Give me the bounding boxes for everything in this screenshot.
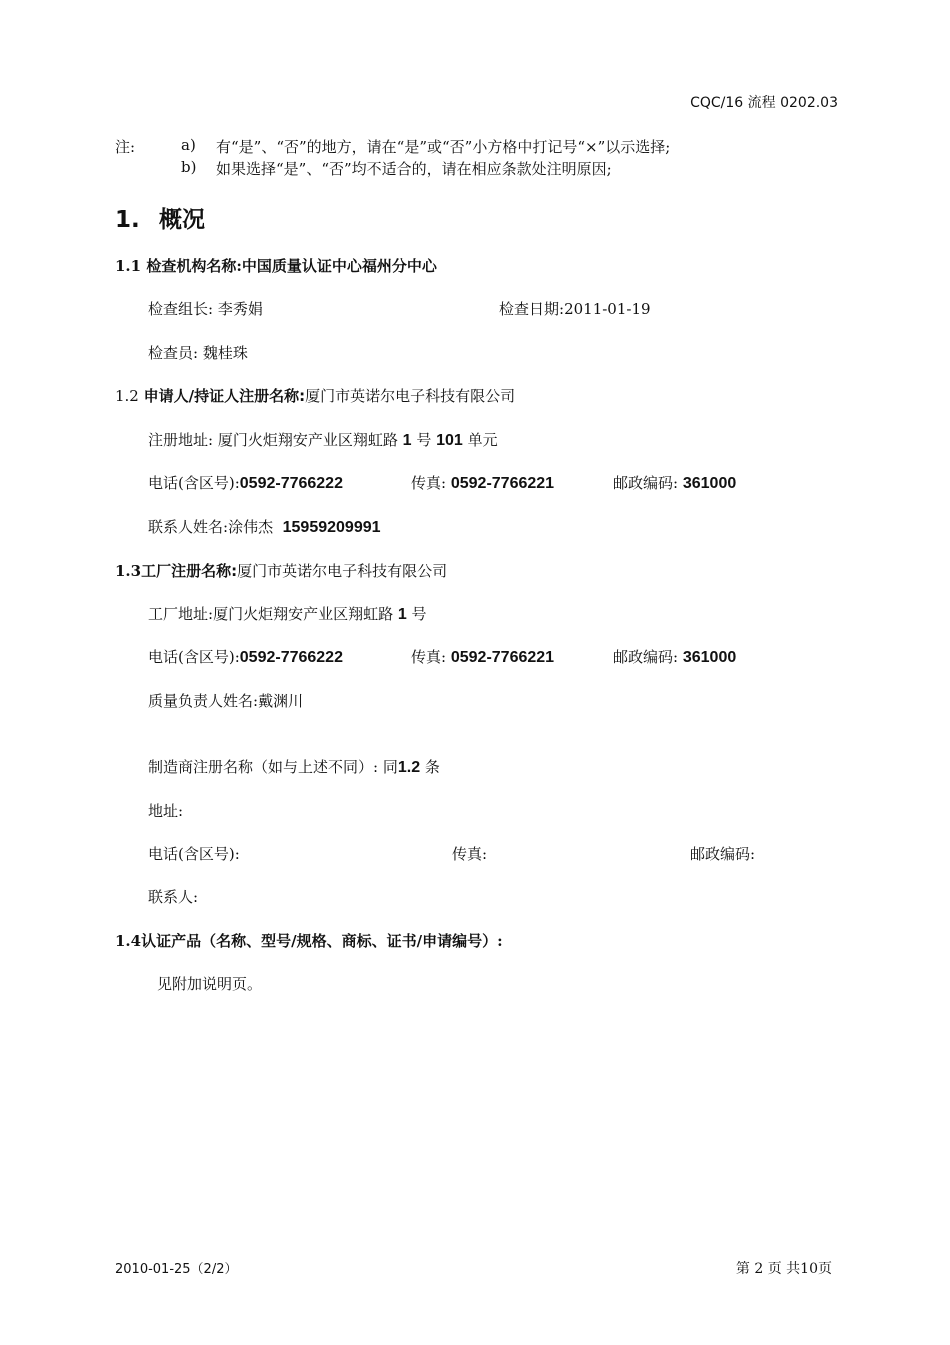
factory-fax-value: 0592-7766221 bbox=[450, 649, 555, 666]
factory-address-street: 厦门火炬翔安产业区翔虹路 bbox=[213, 605, 394, 623]
applicant-fax-row bbox=[411, 472, 554, 493]
note-b-text: 如果选择“是”、“否”均不适合的，请在相应条款处注明原因; bbox=[216, 160, 612, 178]
factory-address-hao: 号 bbox=[411, 605, 427, 623]
applicant-contact-label: 联系人姓名: bbox=[148, 518, 229, 536]
applicant-zip-row bbox=[613, 472, 736, 493]
inspection-org-value: 中国质量认证中心福州分中心 bbox=[241, 257, 437, 275]
inspection-org-label: 检查机构名称: bbox=[146, 257, 242, 275]
section-1-title: 概况 bbox=[159, 207, 205, 233]
inspection-date-label: 检查日期: bbox=[499, 300, 565, 318]
section-1-3-heading bbox=[115, 560, 447, 581]
certified-products-value: 见附加说明页。 bbox=[157, 975, 263, 993]
section-1-3-number: 1.3 bbox=[115, 562, 142, 580]
manufacturer-fax-label: 传真: bbox=[452, 845, 488, 863]
quality-manager-row bbox=[148, 690, 303, 711]
applicant-name-value: 厦门市英诺尔电子科技有限公司 bbox=[305, 387, 516, 405]
team-leader-row bbox=[148, 298, 263, 319]
manufacturer-address-label: 地址: bbox=[148, 802, 184, 820]
section-1-4-number: 1.4 bbox=[115, 932, 142, 950]
quality-manager-label: 质量负责人姓名: bbox=[148, 692, 259, 710]
manufacturer-contact-label: 联系人: bbox=[148, 888, 199, 906]
factory-address-label: 工厂地址: bbox=[148, 605, 214, 623]
note-b-marker: b) bbox=[181, 158, 197, 176]
section-1-number: 1. bbox=[115, 207, 140, 233]
applicant-address-number: 1 bbox=[402, 432, 412, 449]
factory-name-label: 工厂注册名称: bbox=[141, 562, 238, 580]
factory-fax-label: 传真: bbox=[411, 648, 447, 666]
factory-tel-row bbox=[148, 646, 343, 667]
section-1-1-number: 1.1 bbox=[115, 257, 142, 275]
manufacturer-name-ref: 1.2 bbox=[397, 759, 421, 776]
page-number: 第 2 页 共10页 bbox=[735, 1261, 832, 1277]
footer-date: 2010-01-25（2/2） bbox=[115, 1262, 238, 1277]
manufacturer-name-clause: 条 bbox=[424, 758, 440, 776]
factory-zip-row bbox=[613, 646, 736, 667]
factory-zip-label: 邮政编码: bbox=[613, 648, 679, 666]
section-1-2-heading bbox=[115, 385, 515, 406]
certified-products-label: 认证产品（名称、型号/规格、商标、证书/申请编号）: bbox=[141, 932, 503, 950]
applicant-address-street: 厦门火炬翔安产业区翔虹路 bbox=[217, 431, 398, 449]
section-1-1-heading bbox=[115, 255, 437, 276]
factory-tel-value: 0592-7766222 bbox=[239, 649, 343, 666]
applicant-tel-row bbox=[148, 472, 343, 493]
manufacturer-tel-label: 电话(含区号): bbox=[148, 845, 240, 863]
applicant-contact-row bbox=[148, 516, 381, 537]
factory-fax-row bbox=[411, 646, 554, 667]
factory-address-row bbox=[148, 603, 427, 624]
inspector-value: 魏桂珠 bbox=[202, 344, 248, 362]
notes-label: 注: bbox=[115, 138, 136, 156]
applicant-tel-label: 电话(含区号): bbox=[148, 474, 240, 492]
applicant-tel-value: 0592-7766222 bbox=[239, 475, 343, 492]
inspection-date-row bbox=[499, 298, 651, 319]
applicant-contact-phone: 15959209991 bbox=[282, 519, 381, 536]
team-leader-label: 检查组长: bbox=[148, 300, 214, 318]
document-code: CQC/16 流程 0202.03 bbox=[690, 95, 838, 111]
factory-address-number: 1 bbox=[397, 606, 407, 623]
factory-name-value: 厦门市英诺尔电子科技有限公司 bbox=[237, 562, 448, 580]
inspector-label: 检查员: bbox=[148, 344, 199, 362]
factory-zip-value: 361000 bbox=[682, 649, 737, 666]
inspection-date-value: 2011-01-19 bbox=[564, 300, 651, 318]
section-1-4-heading bbox=[115, 930, 503, 951]
applicant-address-label: 注册地址: bbox=[148, 431, 214, 449]
manufacturer-zip-label: 邮政编码: bbox=[690, 845, 756, 863]
note-a-marker: a) bbox=[181, 136, 196, 154]
applicant-address-row bbox=[148, 429, 498, 450]
applicant-contact-name: 涂伟杰 bbox=[228, 518, 274, 536]
applicant-zip-label: 邮政编码: bbox=[613, 474, 679, 492]
team-leader-value: 李秀娟 bbox=[217, 300, 263, 318]
applicant-address-unit: 单元 bbox=[467, 431, 498, 449]
inspector-row bbox=[148, 342, 248, 363]
section-1-2-number: 1.2 bbox=[115, 387, 139, 405]
applicant-zip-value: 361000 bbox=[682, 475, 737, 492]
manufacturer-name-same: 同 bbox=[382, 758, 398, 776]
applicant-fax-label: 传真: bbox=[411, 474, 447, 492]
factory-tel-label: 电话(含区号): bbox=[148, 648, 240, 666]
manufacturer-name-label: 制造商注册名称（如与上述不同）: bbox=[148, 758, 379, 776]
applicant-address-hao: 号 bbox=[416, 431, 432, 449]
manufacturer-name-row bbox=[148, 756, 440, 777]
applicant-address-unit-number: 101 bbox=[436, 432, 463, 449]
quality-manager-value: 戴渊川 bbox=[258, 692, 304, 710]
applicant-fax-value: 0592-7766221 bbox=[450, 475, 555, 492]
section-1-heading bbox=[115, 201, 205, 234]
note-a-text: 有“是”、“否”的地方，请在“是”或“否”小方格中打记号“×”以示选择; bbox=[216, 138, 671, 156]
applicant-name-label: 申请人/持证人注册名称: bbox=[143, 387, 306, 405]
